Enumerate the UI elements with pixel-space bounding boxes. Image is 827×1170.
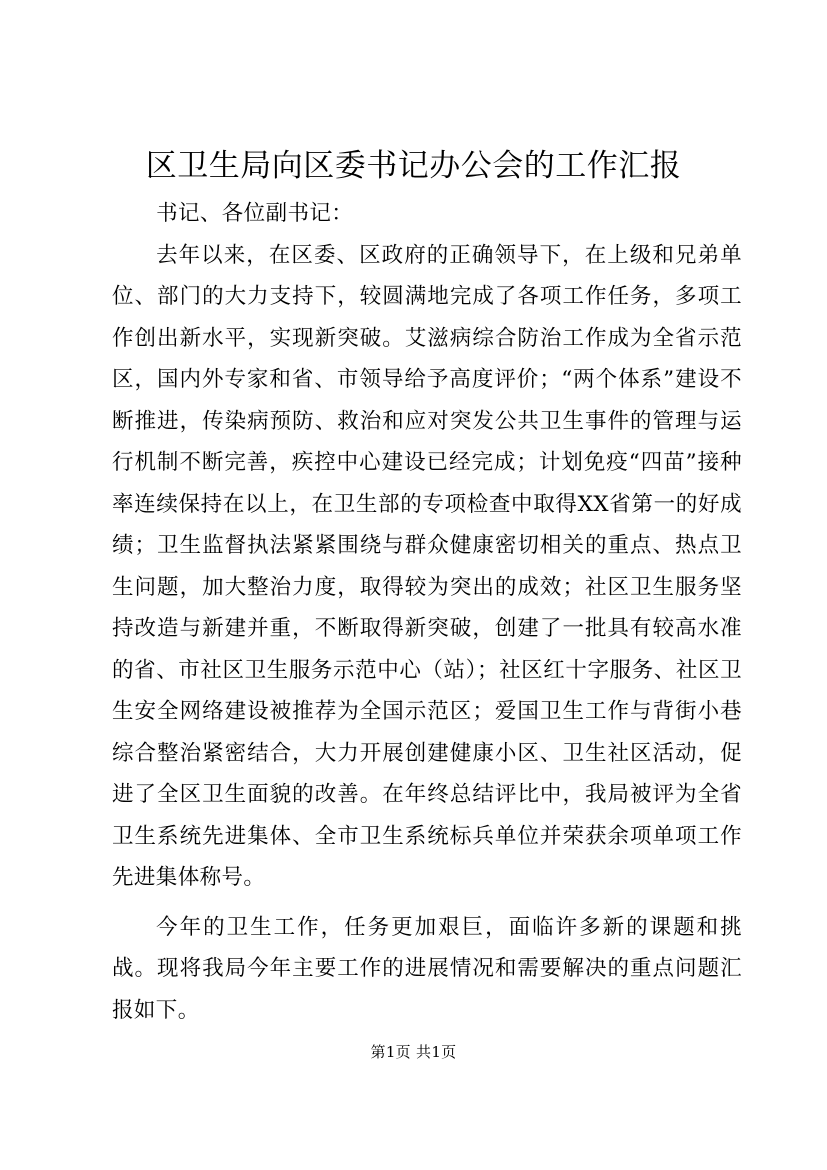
salutation: 书记、各位副书记： — [156, 201, 354, 226]
paragraph-1: 去年以来，在区委、区政府的正确领导下，在上级和兄弟单位、部门的大力支持下，较圆满地完成了各项工作任务，多项工作创出新水平，实现新突破。艾滋病综合防治工作成为全省示范区，国内外专家和省、市领导给予高度评价；“两个体系”建设不断推进，传染病预防、救治和应对突发公共卫生事件的管理与运行机制不断完善，疾控中心建设已经完成；计划免疫“四苗”接种率连续保持在以上，在卫生部的专项检查中取得XX省第一的好成绩；卫生监督执法紧紧围绕与群众健康密切相关的重点、热点卫生问题，加大整治力度，取得较为突出的成效；社区卫生服务坚持改造与新建并重，不断取得新突破，创建了一批具有较高水准的省、市社区卫生服务示范中心（站）；社区红十字服务、社区卫生安全网络建设被推荐为全国示范区；爱国卫生工作与背街小巷综合整治紧密结合，大力开展创建健康小区、卫生社区活动，促进了全区卫生面貌的改善。在年终总结评比中，我局被评为全省卫生系统先进集体、全市卫生系统标兵单位并荣获余项单项工作先进集体称号。 — [112, 242, 742, 890]
document-title: 区卫生局向区委书记办公会的工作汇报 — [145, 148, 682, 184]
paragraph-2: 今年的卫生工作，任务更加艰巨，面临许多新的课题和挑战。现将我局今年主要工作的进展情况和需要解决的重点问题汇报如下。 — [112, 914, 742, 1023]
document-body — [112, 193, 742, 1031]
page-number-footer: 第1页 共1页 — [370, 1043, 457, 1061]
